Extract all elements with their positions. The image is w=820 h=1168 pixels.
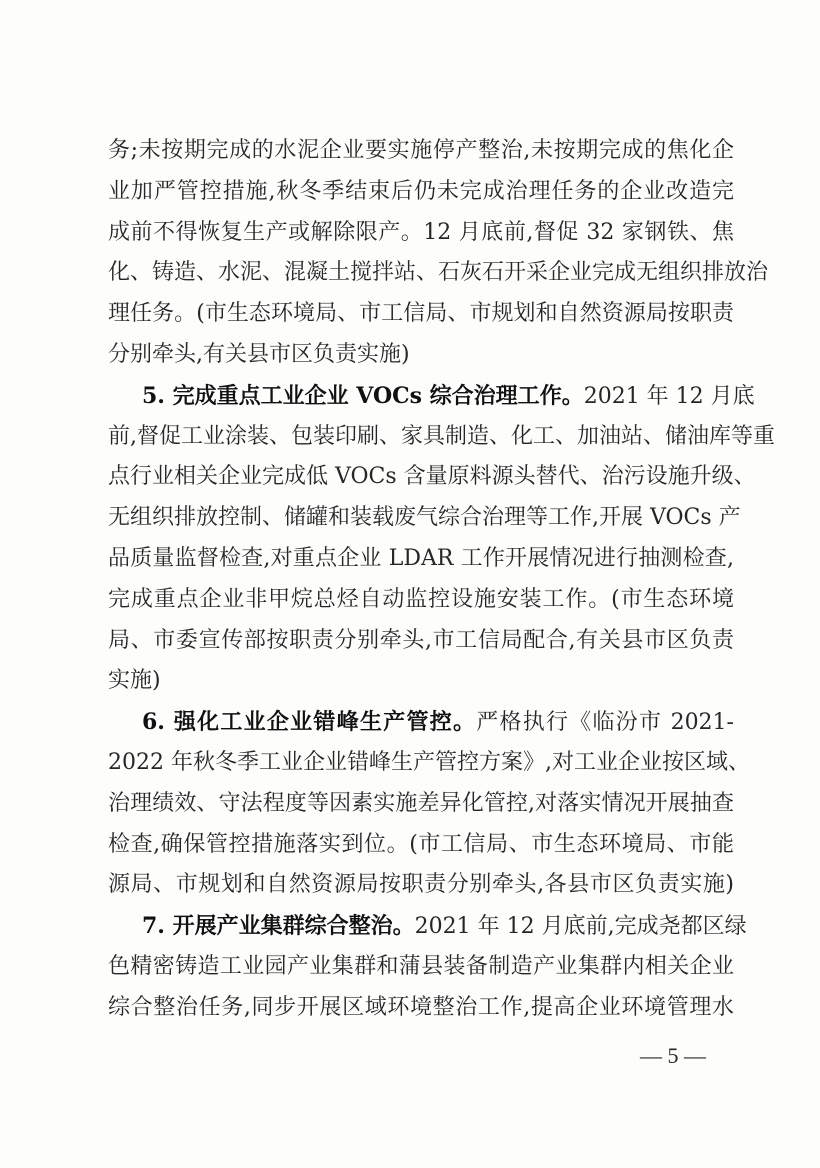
text-line: 源局、市规划和自然资源局按职责分别牵头,各县市区负责实施) [108,872,734,898]
item-text: 2021 年 12 月底前,完成尧都区绿 [414,914,747,940]
paragraph-continuation [108,131,769,376]
text-line: 分别牵头,有关县市区负责实施) [108,341,410,367]
text-line [108,906,747,947]
item-text: 2021 年 12 月底 [583,383,755,409]
text-line [108,702,734,743]
text-line: 成前不得恢复生产或解除限产。12 月底前,督促 32 家钢铁、焦 [108,219,734,245]
document-body [108,131,775,1029]
text-line: 无组织排放控制、储罐和装载废气综合治理等工作,开展 VOCs 产 [108,505,741,531]
text-line: 前,督促工业涂装、包装印刷、家具制造、化工、加油站、储油库等重 [108,423,775,449]
text-line: 色精密铸造工业园产业集群和蒲县装备制造产业集群内相关企业 [108,953,734,979]
text-line: 化、铸造、水泥、混凝土搅拌站、石灰石开采企业完成无组织排放治 [108,260,769,286]
page-number: — 5 — [640,1043,706,1068]
text-line: 检查,确保管控措施落实到位。(市工信局、市生态环境局、市能 [108,831,734,857]
text-line: 品质量监督检查,对重点企业 LDAR 工作开展情况进行抽测检查, [108,545,734,571]
text-line: 治理绩效、守法程度等因素实施差异化管控,对落实情况开展抽查 [108,790,734,816]
text-line: 务;未按期完成的水泥企业要实施停产整治,未按期完成的焦化企 [108,138,734,163]
item-text: 严格执行《临汾市 2021- [476,710,734,736]
text-line: 局、市委宣传部按职责分别牵头,市工信局配合,有关县市区负责 [108,627,734,653]
item-heading: 5. 完成重点工业企业 VOCs 综合治理工作。 [142,382,584,409]
text-line: 综合整治任务,同步开展区域环境整治工作,提高企业环境管理水 [108,994,734,1020]
paragraph-item-6 [108,702,750,906]
text-line [108,376,755,417]
text-line: 完成重点企业非甲烷总烃自动监控设施安装工作。(市生态环境 [108,586,734,612]
text-line: 业加严管控措施,秋冬季结束后仍未完成治理任务的企业改造完 [108,178,734,204]
text-line: 理任务。(市生态环境局、市工信局、市规划和自然资源局按职责 [108,301,734,327]
text-line: 2022 年秋冬季工业企业错峰生产管控方案》,对工业企业按区域、 [108,749,750,775]
text-line: 实施) [108,668,161,694]
paragraph-item-5 [108,376,775,702]
paragraph-item-7 [108,906,747,1028]
text-line: 点行业相关企业完成低 VOCs 含量原料源头替代、治污设施升级、 [108,464,756,490]
item-heading: 6. 强化工业企业错峰生产管控。 [142,709,477,736]
item-heading: 7. 开展产业集群综合整治。 [142,913,415,940]
